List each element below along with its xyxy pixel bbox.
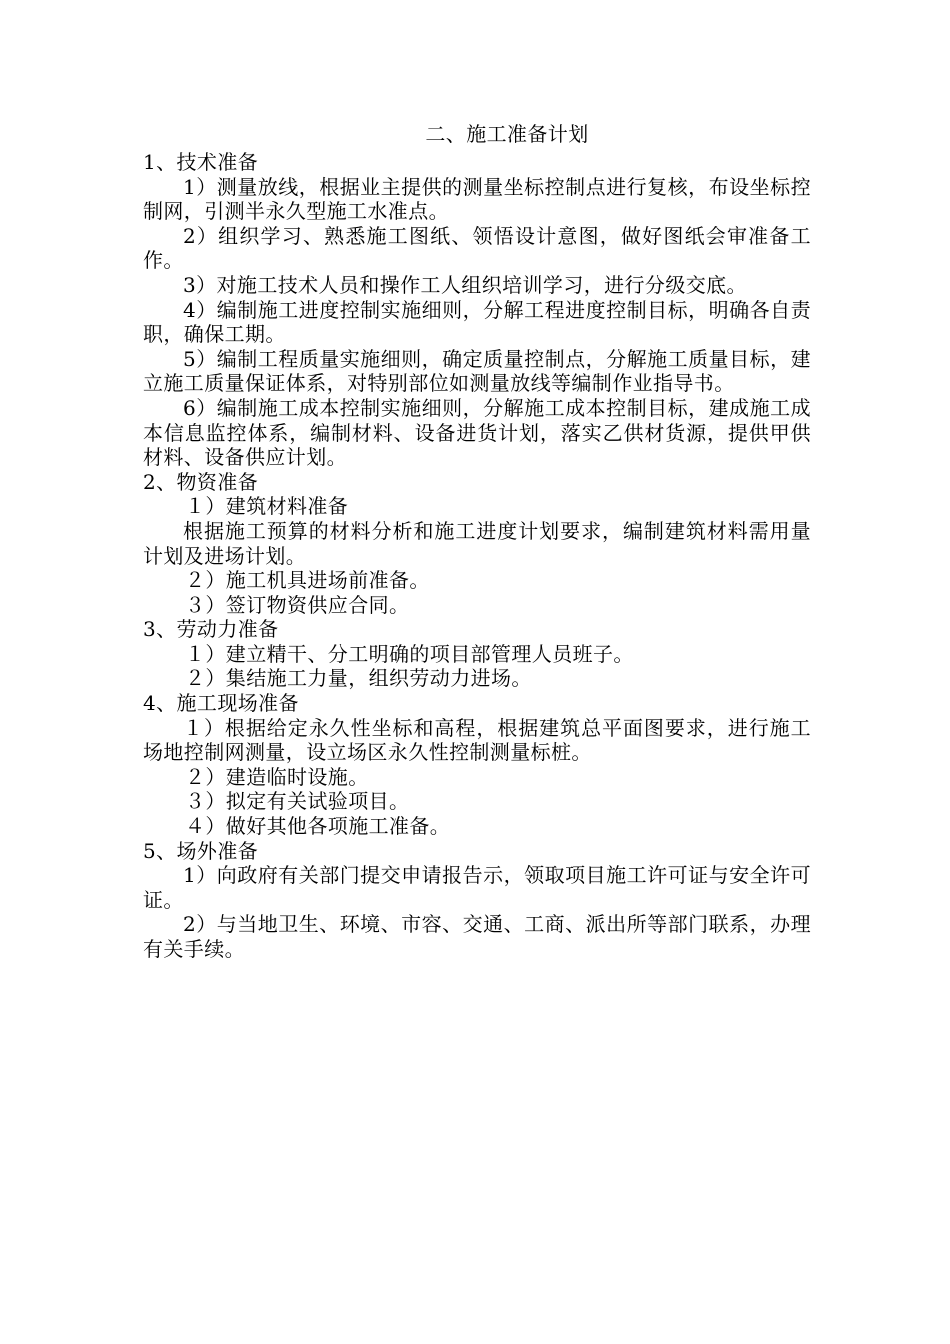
list-item: １）建筑材料准备 [185,494,349,519]
document-title: 二、施工准备计划 [425,122,589,146]
paragraph: 1）向政府有关部门提交申请报告示，领取项目施工许可证与安全许可证。 [143,863,811,912]
section-heading-labor: 3、劳动力准备 [143,617,279,642]
list-item: １）建立精干、分工明确的项目部管理人员班子。 [185,641,634,666]
paragraph: 4）编制施工进度控制实施细则，分解工程进度控制目标，明确各自责职，确保工期。 [143,297,811,347]
paragraph: 6）编制施工成本控制实施细则，分解施工成本控制目标，建成施工成本信息监控体系，编制材料、设备进货计划，落实乙供材货源，提供甲供材料、设备供应计划。 [143,395,811,470]
paragraph: 3）对施工技术人员和操作工人组织培训学习，进行分级交底。 [183,272,747,297]
list-item: ２）施工机具进场前准备。 [185,568,430,593]
paragraph: 根据施工预算的材料分析和施工进度计划要求，编制建筑材料需用量计划及进场计划。 [143,518,811,568]
list-item: ３）拟定有关试验项目。 [185,789,410,814]
section-heading-materials: 2、物资准备 [143,469,259,494]
paragraph: 2）与当地卫生、环境、市容、交通、工商、派出所等部门联系，办理有关手续。 [143,912,811,961]
list-item: ３）签订物资供应合同。 [185,592,410,617]
paragraph: １）根据给定永久性坐标和高程，根据建筑总平面图要求，进行施工场地控制网测量，设立场区永久性控制测量标桩。 [143,715,811,765]
list-item: ２）建造临时设施。 [185,764,369,789]
list-item: ４）做好其他各项施工准备。 [185,814,451,839]
section-heading-site: 4、施工现场准备 [143,691,299,716]
paragraph: 2）组织学习、熟悉施工图纸、领悟设计意图，做好图纸会审准备工作。 [143,223,811,273]
document-page [143,118,811,962]
paragraph: 1）测量放线，根据业主提供的测量坐标控制点进行复核，布设坐标控制网，引测半永久型施工水准点。 [143,174,811,224]
section-heading-technical: 1、技术准备 [143,150,259,174]
list-item: ２）集结施工力量，组织劳动力进场。 [185,666,532,691]
paragraph: 5）编制工程质量实施细则，确定质量控制点，分解施工质量目标，建立施工质量保证体系，对特别部位如测量放线等编制作业指导书。 [143,346,811,396]
section-heading-external: 5、场外准备 [143,838,259,863]
